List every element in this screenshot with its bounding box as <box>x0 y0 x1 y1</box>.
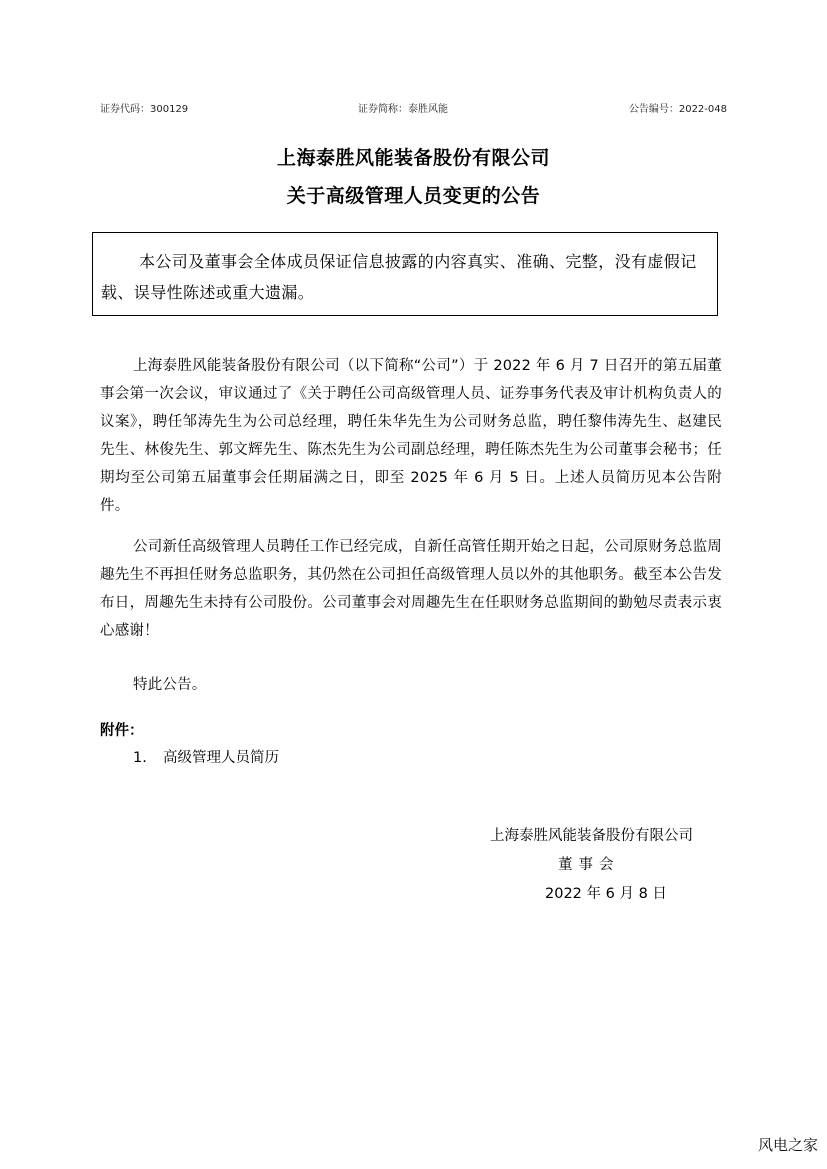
announcement-title: 关于高级管理人员变更的公告 <box>286 185 541 207</box>
document-header <box>100 100 727 116</box>
attachments-label: 附件： <box>100 723 144 739</box>
attachment-item-text: 高级管理人员简历 <box>163 750 279 766</box>
signature-company: 上海泰胜风能装备股份有限公司 <box>490 828 693 844</box>
body-paragraph-2: 公司新任高级管理人员聘任工作已经完成，自新任高管任期开始之日起，公司原财务总监周趣先生不再担任财务总监职务，其仍然在公司担任高级管理人员以外的其他职务。截至本公告发布日，周趣先生未持有公司股份。公司董事会对周趣先生在任职财务总监期间的勤勉尽责表示衷心感谢！ <box>100 539 722 639</box>
signature-date: 2022 年 6 月 8 日 <box>545 886 667 902</box>
stock-code: 证券代码：300129 <box>100 104 189 115</box>
company-title: 上海泰胜风能装备股份有限公司 <box>276 147 550 169</box>
site-watermark: 风电之家 <box>757 1136 818 1154</box>
attachment-item <box>133 746 279 767</box>
stock-short-name: 证券简称：泰胜风能 <box>358 104 448 115</box>
disclosure-notice-box: 本公司及董事会全体成员保证信息披露的内容真实、准确、完整，没有虚假记载、误导性陈述或重大遗漏。 <box>92 232 718 316</box>
announcement-number: 公告编号：2022-048 <box>628 104 727 115</box>
body-paragraph-1: 上海泰胜风能装备股份有限公司（以下简称“公司”）于 2022 年 6 月 7 日召开的第五届董事会第一次会议，审议通过了《关于聘任公司高级管理人员、证券事务代表及审计机构负责人的议案》，聘任邹涛先生为公司总经理，聘任朱华先生为公司财务总监，聘任黎伟涛先生、赵建民先生、林俊先生、郭文辉先生、陈杰先生为公司副总经理，聘任陈杰先生为公司董事会秘书；任期均至公司第五届董事会任期届满之日，即至 2025 年 6 月 5 日。上述人员简历见本公告附件。 <box>100 358 722 514</box>
signature-board: 董事会 <box>558 857 620 873</box>
attachment-item-number: 1. <box>133 750 147 766</box>
body-paragraph-3: 特此公告。 <box>133 677 207 693</box>
